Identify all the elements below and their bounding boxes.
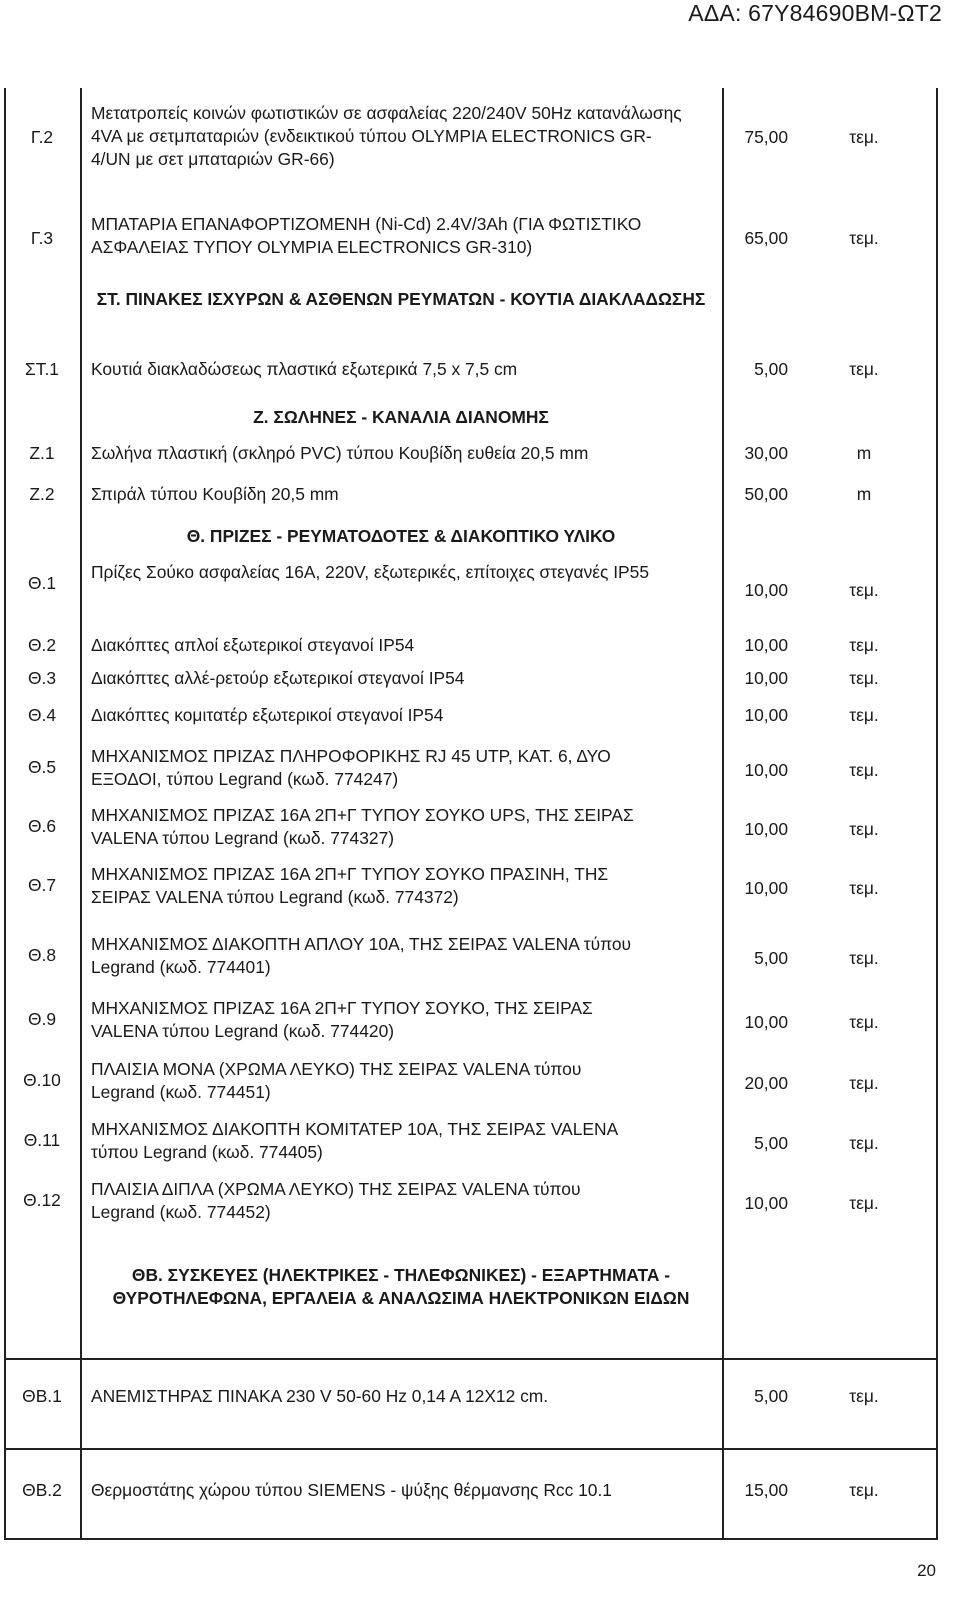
item-code: Θ.7	[27, 875, 57, 895]
table-divider-code	[80, 88, 82, 1540]
item-quantity: 10,00	[744, 580, 788, 600]
section-title: Ζ. ΣΩΛΗΝΕΣ - ΚΑΝΑΛΙΑ ΔΙΑΝΟΜΗΣ	[253, 407, 549, 427]
item-quantity: 75,00	[744, 127, 788, 147]
table-divider-qty	[722, 88, 724, 1540]
item-code: Γ.3	[30, 228, 54, 248]
item-code: Θ.10	[23, 1070, 61, 1090]
item-description: Μετατροπείς κοινών φωτιστικών σε ασφαλείας 220/240V 50Hz κατανάλωσης 4VA με σετμπαταριών (ενδεικτικού τύπου OLYMPIA ELECTRONICS GR-4/UN με σετ μπαταριών GR-66)	[91, 103, 682, 169]
item-code: Θ.4	[27, 705, 57, 725]
item-quantity: 5,00	[754, 1386, 788, 1406]
item-description: ΜΗΧΑΝΙΣΜΟΣ ΠΡΙΖΑΣ 16Α 2Π+Γ ΤΥΠΟΥ ΣΟΥΚΟ, ΤΗΣ ΣΕΙΡΑΣ VALENA τύπου Legrand (κωδ. 774420)	[91, 998, 593, 1041]
item-quantity: 15,00	[744, 1480, 788, 1500]
item-description: ΠΛΑΙΣΙΑ ΔΙΠΛΑ (ΧΡΩΜΑ ΛΕΥΚΟ) ΤΗΣ ΣΕΙΡΑΣ VALENA τύπου Legrand (κωδ. 774452)	[91, 1179, 581, 1222]
item-description: Πρίζες Σούκο ασφαλείας 16Α, 220V, εξωτερικές, επίτοιχες στεγανές IP55	[91, 562, 650, 582]
item-unit: τεμ.	[849, 359, 879, 379]
item-description: Κουτιά διακλαδώσεως πλαστικά εξωτερικά 7,5 x 7,5 cm	[91, 359, 518, 379]
row-separator	[4, 1358, 938, 1360]
item-description: Διακόπτες αλλέ-ρετούρ εξωτερικοί στεγανοί IP54	[91, 668, 465, 688]
item-quantity: 5,00	[754, 1133, 788, 1153]
item-quantity: 10,00	[744, 1012, 788, 1032]
item-code: Ζ.2	[29, 484, 55, 504]
item-unit: τεμ.	[849, 1480, 879, 1500]
item-description: ΜΠΑΤΑΡΙΑ ΕΠΑΝΑΦΟΡΤΙΖΟΜΕΝΗ (Ni-Cd) 2.4V/3Ah (ΓΙΑ ΦΩΤΙΣΤΙΚΟ ΑΣΦΑΛΕΙΑΣ ΤΥΠΟΥ OLYMPIA ELECTRONICS GR-310)	[91, 214, 642, 257]
item-unit: τεμ.	[849, 228, 879, 248]
item-code: Θ.2	[27, 635, 57, 655]
item-description: ΜΗΧΑΝΙΣΜΟΣ ΠΡΙΖΑΣ ΠΛΗΡΟΦΟΡΙΚΗΣ RJ 45 UTP, ΚΑΤ. 6, ΔΥΟ ΕΞΟΔΟΙ, τύπου Legrand (κωδ. 774247)	[91, 746, 611, 789]
section-title: ΣΤ. ΠΙΝΑΚΕΣ ΙΣΧΥΡΩΝ & ΑΣΘΕΝΩΝ ΡΕΥΜΑΤΩΝ - ΚΟΥΤΙΑ ΔΙΑΚΛΑΔΩΣΗΣ	[96, 289, 706, 309]
item-quantity: 5,00	[754, 948, 788, 968]
item-quantity: 10,00	[744, 819, 788, 839]
item-code: Θ.3	[27, 668, 57, 688]
item-unit: τεμ.	[849, 878, 879, 898]
item-description: ΠΛΑΙΣΙΑ ΜΟΝΑ (ΧΡΩΜΑ ΛΕΥΚΟ) ΤΗΣ ΣΕΙΡΑΣ VALENA τύπου Legrand (κωδ. 774451)	[91, 1059, 582, 1102]
items-table	[4, 88, 938, 1540]
item-unit: τεμ.	[849, 1012, 879, 1032]
item-unit: m	[856, 443, 872, 463]
item-unit: τεμ.	[849, 668, 879, 688]
item-code: ΘΒ.2	[22, 1480, 62, 1500]
item-description: ΜΗΧΑΝΙΣΜΟΣ ΠΡΙΖΑΣ 16Α 2Π+Γ ΤΥΠΟΥ ΣΟΥΚΟ ΠΡΑΣΙΝΗ, ΤΗΣ ΣΕΙΡΑΣ VALENA τύπου Legrand (κωδ. 774372)	[91, 864, 609, 907]
item-code: Θ.9	[27, 1009, 57, 1029]
item-unit: τεμ.	[849, 1193, 879, 1213]
item-quantity: 30,00	[744, 443, 788, 463]
item-code: Θ.5	[27, 757, 57, 777]
item-description: Σπιράλ τύπου Κουβίδη 20,5 mm	[91, 484, 339, 504]
table-border-left	[4, 88, 6, 1540]
item-unit: m	[856, 484, 872, 504]
item-description: Διακόπτες κομιτατέρ εξωτερικοί στεγανοί IP54	[91, 705, 444, 725]
item-code: Θ.11	[23, 1130, 61, 1150]
item-code: Γ.2	[30, 127, 54, 147]
item-quantity: 50,00	[744, 484, 788, 504]
item-code: Ζ.1	[29, 443, 55, 463]
item-unit: τεμ.	[849, 705, 879, 725]
item-unit: τεμ.	[849, 948, 879, 968]
item-unit: τεμ.	[849, 819, 879, 839]
item-quantity: 10,00	[744, 760, 788, 780]
item-code: Θ.12	[23, 1190, 61, 1210]
item-code: Θ.1	[27, 573, 57, 593]
item-code: ΣΤ.1	[25, 359, 59, 379]
item-quantity: 20,00	[744, 1073, 788, 1093]
item-unit: τεμ.	[849, 760, 879, 780]
item-quantity: 10,00	[744, 1193, 788, 1213]
item-quantity: 10,00	[744, 878, 788, 898]
item-unit: τεμ.	[849, 635, 879, 655]
item-unit: τεμ.	[849, 1386, 879, 1406]
item-description: ΑΝΕΜΙΣΤΗΡΑΣ ΠΙΝΑΚΑ 230 V 50-60 Hz 0,14 A 12X12 cm.	[91, 1386, 549, 1406]
item-unit: τεμ.	[849, 127, 879, 147]
item-code: Θ.6	[27, 816, 57, 836]
item-unit: τεμ.	[849, 580, 879, 600]
item-description: ΜΗΧΑΝΙΣΜΟΣ ΔΙΑΚΟΠΤΗ ΑΠΛΟΥ 10Α, ΤΗΣ ΣΕΙΡΑΣ VALENA τύπου Legrand (κωδ. 774401)	[91, 934, 632, 977]
item-quantity: 10,00	[744, 635, 788, 655]
item-description: Θερμοστάτης χώρου τύπου SIEMENS - ψύξης θέρμανσης Rcc 10.1	[91, 1480, 612, 1500]
section-title: Θ. ΠΡΙΖΕΣ - ΡΕΥΜΑΤΟΔΟΤΕΣ & ΔΙΑΚΟΠΤΙΚΟ ΥΛΙΚΟ	[186, 526, 616, 546]
item-description: Σωλήνα πλαστική (σκληρό PVC) τύπου Κουβίδη ευθεία 20,5 mm	[91, 443, 589, 463]
item-unit: τεμ.	[849, 1073, 879, 1093]
item-code: ΘΒ.1	[22, 1386, 62, 1406]
section-title: ΘΒ. ΣΥΣΚΕΥΕΣ (ΗΛΕΚΤΡΙΚΕΣ - ΤΗΛΕΦΩΝΙΚΕΣ) - ΕΞΑΡΤΗΜΑΤΑ - ΘΥΡΟΤΗΛΕΦΩΝΑ, ΕΡΓΑΛΕΙΑ & ΑΝΑΛΩΣΙΜΑ ΗΛΕΚΤΡΟΝΙΚΩΝ ΕΙΔΩΝ	[112, 1265, 690, 1308]
item-quantity: 10,00	[744, 705, 788, 725]
page-number: 20	[917, 1561, 936, 1580]
item-quantity: 5,00	[754, 359, 788, 379]
item-description: Διακόπτες απλοί εξωτερικοί στεγανοί IP54	[91, 635, 415, 655]
row-separator	[4, 1448, 938, 1450]
item-quantity: 65,00	[744, 228, 788, 248]
item-quantity: 10,00	[744, 668, 788, 688]
item-code: Θ.8	[27, 945, 57, 965]
table-border-right	[936, 88, 938, 1540]
item-unit: τεμ.	[849, 1133, 879, 1153]
item-description: ΜΗΧΑΝΙΣΜΟΣ ΔΙΑΚΟΠΤΗ ΚΟΜΙΤΑΤΕΡ 10Α, ΤΗΣ ΣΕΙΡΑΣ VALENA τύπου Legrand (κωδ. 774405)	[91, 1119, 618, 1162]
table-border-bottom	[4, 1538, 938, 1540]
item-description: ΜΗΧΑΝΙΣΜΟΣ ΠΡΙΖΑΣ 16Α 2Π+Γ ΤΥΠΟΥ ΣΟΥΚΟ UPS, ΤΗΣ ΣΕΙΡΑΣ VALENA τύπου Legrand (κωδ. 774327)	[91, 805, 634, 848]
ada-code: ΑΔΑ: 67Υ84690ΒΜ-ΩΤ2	[688, 0, 942, 26]
